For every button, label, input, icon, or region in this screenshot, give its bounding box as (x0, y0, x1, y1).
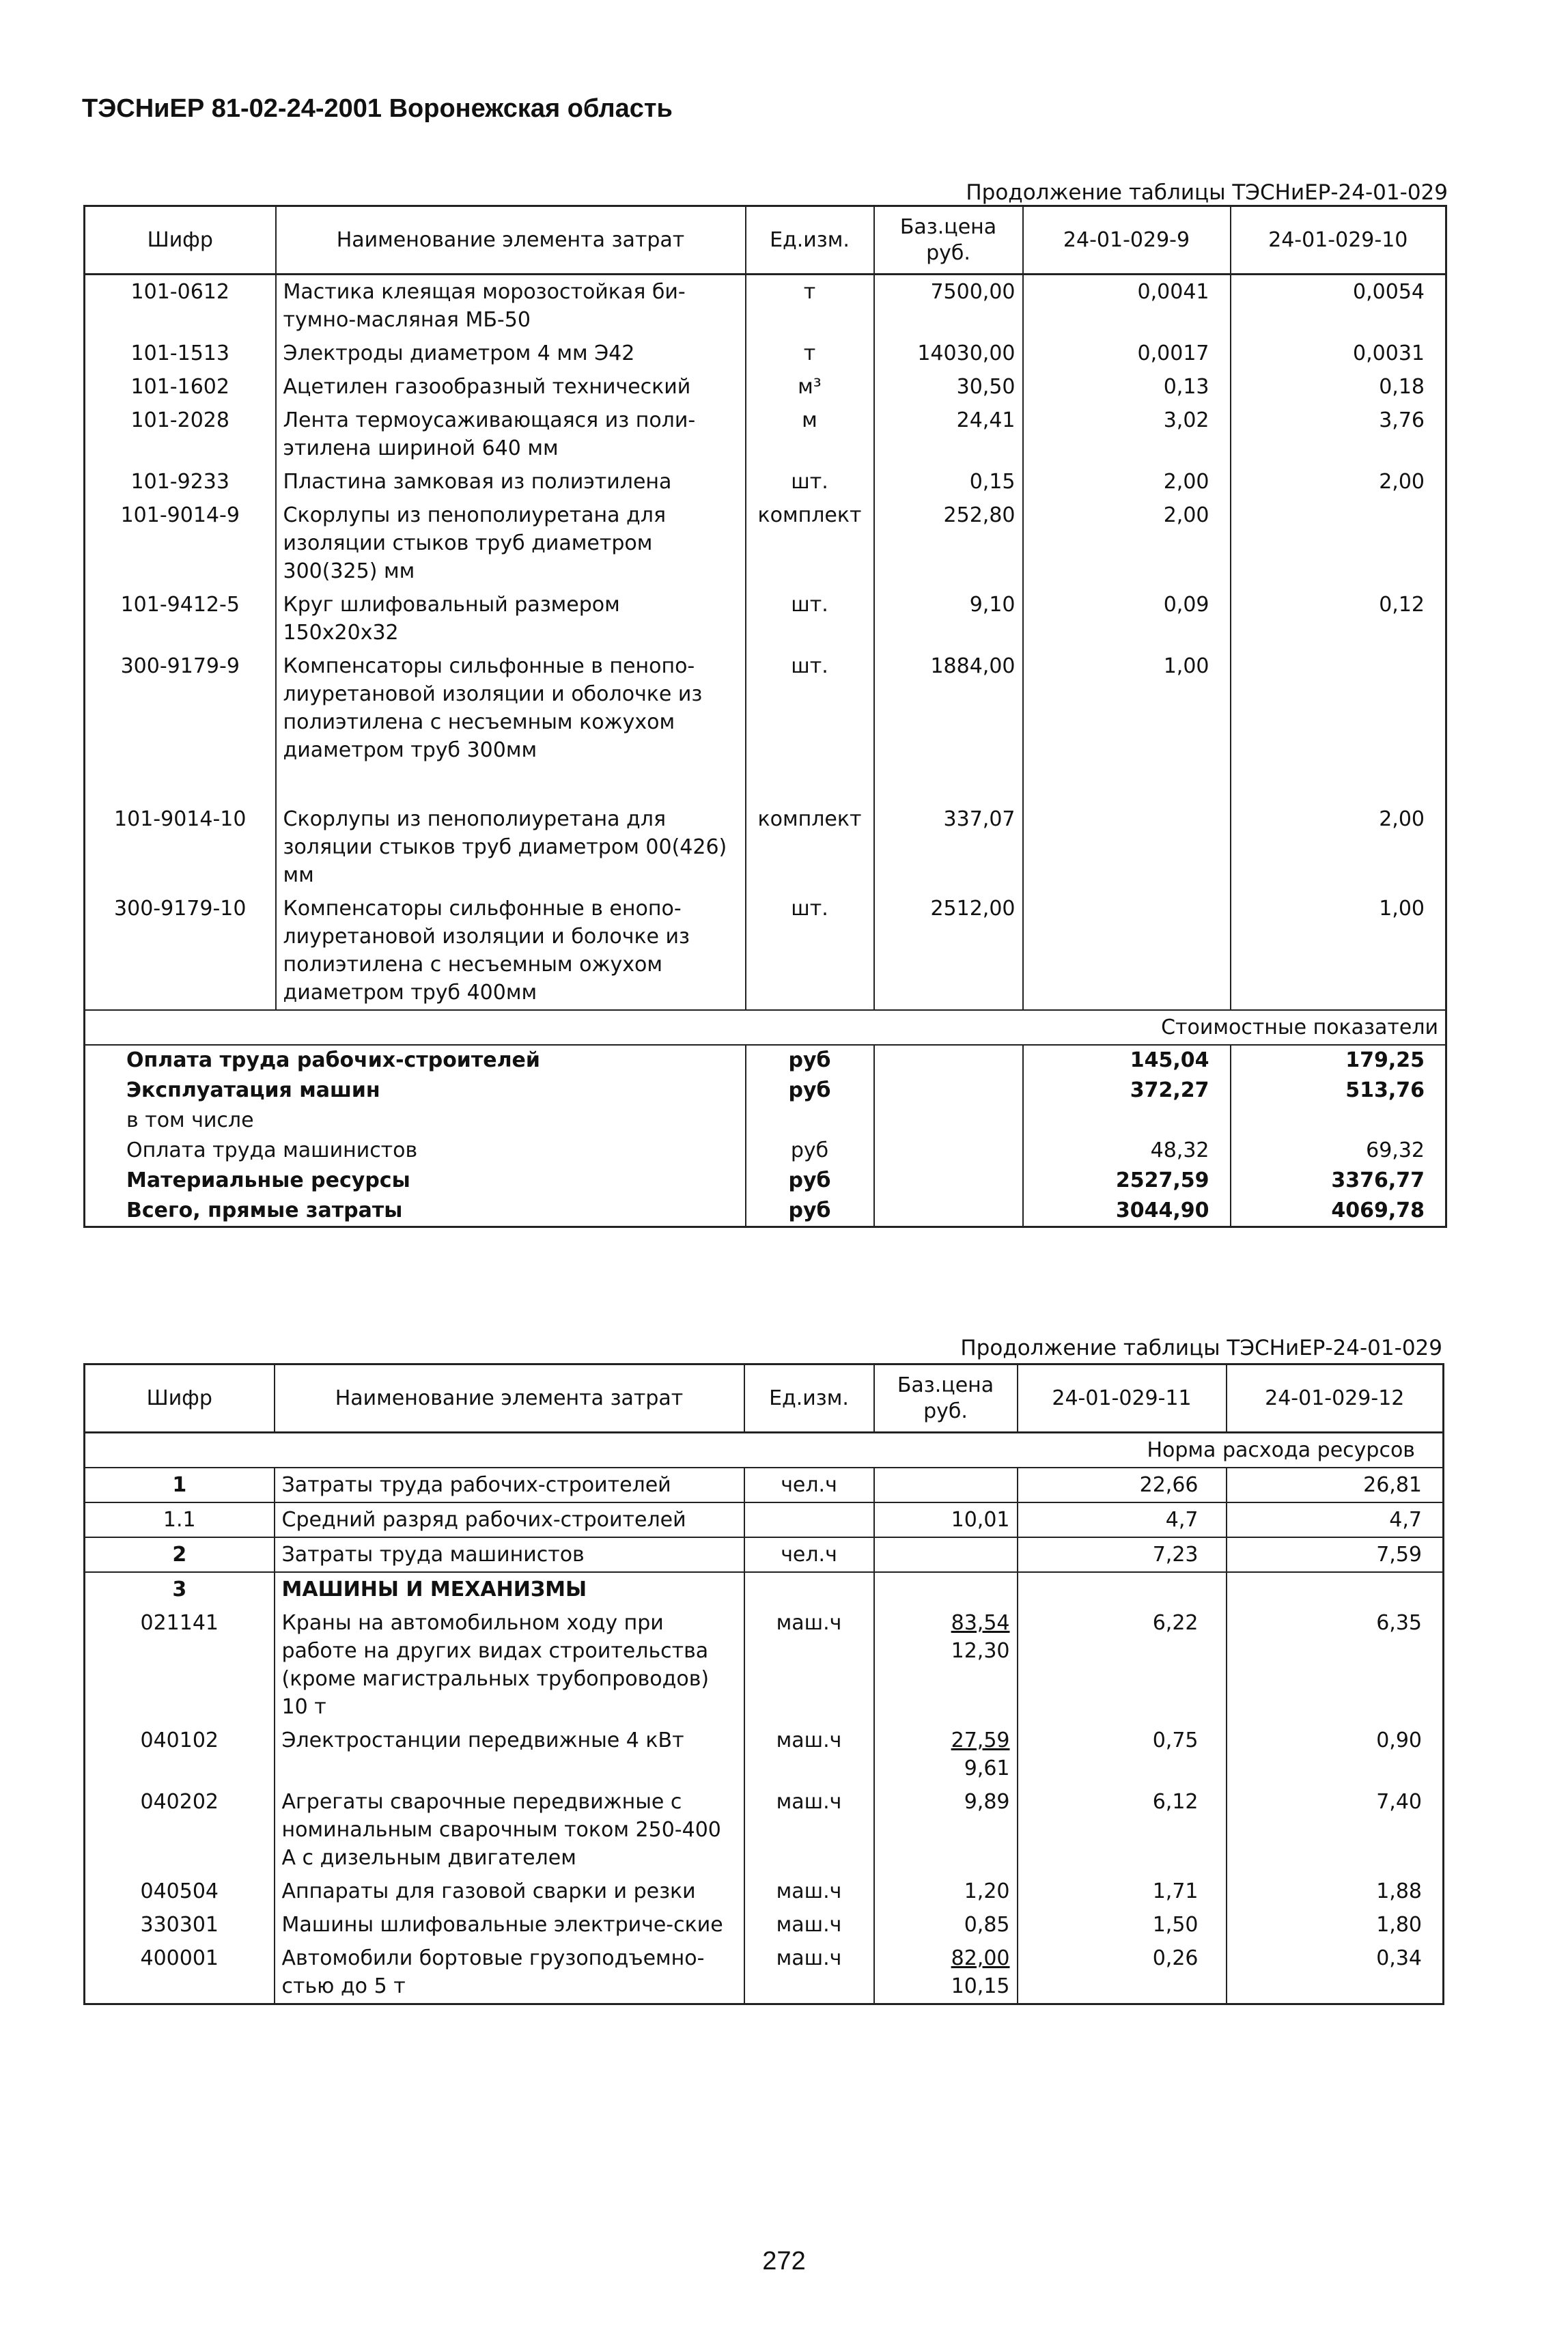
row-value-1: 2,00 (1023, 499, 1231, 588)
t2-header-unit: Ед.изм. (744, 1364, 874, 1433)
t1-header-price: Баз.цена руб. (874, 206, 1023, 275)
row-unit: маш.ч (744, 1908, 874, 1942)
table-row (85, 1942, 1444, 2004)
table-row (85, 1724, 1444, 1785)
table-row (85, 1908, 1444, 1942)
row-name: Круг шлифовальный размером 150х20х32 (276, 588, 746, 649)
row-code: 1 (85, 1468, 275, 1502)
row-name: Аппараты для газовой сварки и резки (275, 1875, 744, 1908)
t2-header-price: Баз.цена руб. (874, 1364, 1018, 1433)
t2-header-code: Шифр (85, 1364, 275, 1433)
table-row (85, 404, 1446, 465)
row-value-1 (1018, 1572, 1227, 1606)
row-value-2: 4,7 (1227, 1502, 1444, 1537)
row-value-1: 6,22 (1018, 1606, 1227, 1724)
table-row (85, 275, 1446, 337)
row-price: 24,41 (874, 404, 1023, 465)
row-value-1: 7,23 (1018, 1537, 1227, 1572)
row-price: 0,15 (874, 465, 1023, 499)
table2-caption: Продолжение таблицы ТЭСНиЕР-24-01-029 (960, 1336, 1442, 1360)
t1-section-label: Стоимостные показатели (85, 1010, 1446, 1045)
table2 (83, 1363, 1444, 2005)
row-code: 400001 (85, 1942, 275, 2004)
summary-unit: руб (746, 1196, 874, 1227)
row-name: Агрегаты сварочные передвижные с номинальным сварочным током 250-400 А с дизельным двигателем (275, 1785, 744, 1875)
summary-value-2: 69,32 (1231, 1136, 1446, 1166)
summary-value-1: 2527,59 (1023, 1166, 1231, 1196)
row-value-1: 1,50 (1018, 1908, 1227, 1942)
t1-header-unit: Ед.изм. (746, 206, 874, 275)
row-unit: маш.ч (744, 1606, 874, 1724)
table-row (85, 370, 1446, 404)
row-code: 330301 (85, 1908, 275, 1942)
row-value-2: 2,00 (1231, 802, 1446, 892)
summary-unit: руб (746, 1166, 874, 1196)
row-name: Скорлупы из пенополиуретана для изоляции стыков труб диаметром 300(325) мм (276, 499, 746, 588)
row-price (874, 1537, 1018, 1572)
table1-caption: Продолжение таблицы ТЭСНиЕР-24-01-029 (966, 180, 1448, 205)
summary-name: Всего, прямые затраты (85, 1196, 746, 1227)
row-value-1 (1023, 802, 1231, 892)
summary-price (874, 1196, 1023, 1227)
row-name: Электростанции передвижные 4 кВт (275, 1724, 744, 1785)
row-name: Автомобили бортовые грузоподъемно-стью до 5 т (275, 1942, 744, 2004)
page-number: 272 (762, 2247, 806, 2276)
row-name: Краны на автомобильном ходу при работе на других видах строительства (кроме магистральных трубопроводов) 10 т (275, 1606, 744, 1724)
row-code: 021141 (85, 1606, 275, 1724)
row-value-2: 0,34 (1227, 1942, 1444, 2004)
row-code: 101-9014-10 (85, 802, 276, 892)
row-unit: чел.ч (744, 1537, 874, 1572)
row-unit: шт. (746, 465, 874, 499)
row-unit: м³ (746, 370, 874, 404)
row-code: 1.1 (85, 1502, 275, 1537)
row-price: 30,50 (874, 370, 1023, 404)
summary-value-2: 179,25 (1231, 1045, 1446, 1076)
summary-value-2: 4069,78 (1231, 1196, 1446, 1227)
row-value-2: 0,18 (1231, 370, 1446, 404)
row-name: Электроды диаметром 4 мм Э42 (276, 337, 746, 370)
summary-row (85, 1196, 1446, 1227)
row-code: 040504 (85, 1875, 275, 1908)
table-row (85, 802, 1446, 892)
row-value-2 (1231, 649, 1446, 802)
summary-value-1: 3044,90 (1023, 1196, 1231, 1227)
row-value-1: 1,00 (1023, 649, 1231, 802)
row-value-1: 22,66 (1018, 1468, 1227, 1502)
row-code: 101-1513 (85, 337, 276, 370)
summary-value-1: 48,32 (1023, 1136, 1231, 1166)
row-price: 14030,00 (874, 337, 1023, 370)
row-name: Мастика клеящая морозостойкая би-тумно-масляная МБ-50 (276, 275, 746, 337)
summary-unit: руб (746, 1136, 874, 1166)
row-value-1 (1023, 892, 1231, 1010)
summary-price (874, 1166, 1023, 1196)
row-value-2: 3,76 (1231, 404, 1446, 465)
t2-header-col2: 24-01-029-12 (1227, 1364, 1444, 1433)
row-value-2: 0,90 (1227, 1724, 1444, 1785)
row-value-2: 0,0054 (1231, 275, 1446, 337)
row-code: 101-9233 (85, 465, 276, 499)
summary-price (874, 1106, 1023, 1136)
table-row (85, 1502, 1444, 1537)
row-value-2: 26,81 (1227, 1468, 1444, 1502)
row-price-main: 1,20 (964, 1879, 1010, 1903)
summary-name: Оплата труда машинистов (85, 1136, 746, 1166)
row-value-2: 0,12 (1231, 588, 1446, 649)
row-price-main: 83,54 (951, 1611, 1010, 1635)
summary-value-1 (1023, 1106, 1231, 1136)
table-row (85, 649, 1446, 802)
row-price-main: 10,01 (951, 1508, 1010, 1532)
row-value-1: 0,13 (1023, 370, 1231, 404)
row-value-1: 0,0041 (1023, 275, 1231, 337)
summary-name: Оплата труда рабочих-строителей (85, 1045, 746, 1076)
row-unit: шт. (746, 588, 874, 649)
row-value-2: 7,40 (1227, 1785, 1444, 1875)
row-value-1: 3,02 (1023, 404, 1231, 465)
t1-header-col2: 24-01-029-10 (1231, 206, 1446, 275)
table-row (85, 337, 1446, 370)
row-name: Пластина замковая из полиэтилена (276, 465, 746, 499)
summary-price (874, 1045, 1023, 1076)
summary-unit (746, 1106, 874, 1136)
row-price-machinist: 10,15 (951, 1974, 1010, 1998)
table-row (85, 892, 1446, 1010)
table-row (85, 1785, 1444, 1875)
summary-name: Материальные ресурсы (85, 1166, 746, 1196)
row-name: Скорлупы из пенополиуретана для золяции стыков труб диаметром 00(426) мм (276, 802, 746, 892)
row-value-2 (1227, 1572, 1444, 1606)
row-name: Компенсаторы сильфонные в енопо-лиуретановой изоляции и болочке из полиэтилена с несъемным ожухом диаметром труб 400мм (276, 892, 746, 1010)
row-code: 3 (85, 1572, 275, 1606)
row-unit: чел.ч (744, 1468, 874, 1502)
row-price: 2512,00 (874, 892, 1023, 1010)
summary-row (85, 1136, 1446, 1166)
row-price (874, 1724, 1018, 1785)
row-value-1: 0,0017 (1023, 337, 1231, 370)
row-value-2: 6,35 (1227, 1606, 1444, 1724)
row-price (874, 1908, 1018, 1942)
row-value-2: 1,00 (1231, 892, 1446, 1010)
t2-section-label: Норма расхода ресурсов (85, 1433, 1444, 1468)
page-title: ТЭСНиЕР 81-02-24-2001 Воронежская область (82, 94, 673, 123)
summary-name: в том числе (85, 1106, 746, 1136)
summary-row (85, 1076, 1446, 1106)
t2-header-col1: 24-01-029-11 (1018, 1364, 1227, 1433)
table-row (85, 1468, 1444, 1502)
summary-value-1: 372,27 (1023, 1076, 1231, 1106)
row-value-1: 0,09 (1023, 588, 1231, 649)
row-value-1: 0,75 (1018, 1724, 1227, 1785)
row-unit: маш.ч (744, 1724, 874, 1785)
row-value-2: 7,59 (1227, 1537, 1444, 1572)
row-code: 040202 (85, 1785, 275, 1875)
table-row (85, 1537, 1444, 1572)
row-value-1: 2,00 (1023, 465, 1231, 499)
t2-header-name: Наименование элемента затрат (275, 1364, 744, 1433)
row-code: 101-2028 (85, 404, 276, 465)
row-price (874, 1785, 1018, 1875)
row-price-main: 82,00 (951, 1946, 1010, 1970)
summary-name: Эксплуатация машин (85, 1076, 746, 1106)
row-price-main: 0,85 (964, 1913, 1010, 1937)
row-price (874, 1502, 1018, 1537)
row-unit (744, 1502, 874, 1537)
row-value-1: 1,71 (1018, 1875, 1227, 1908)
row-unit: т (746, 337, 874, 370)
row-name: Затраты труда машинистов (275, 1537, 744, 1572)
row-unit: комплект (746, 802, 874, 892)
row-price-machinist: 9,61 (964, 1756, 1010, 1780)
row-value-2 (1231, 499, 1446, 588)
row-name: Компенсаторы сильфонные в пенопо-лиуретановой изоляции и оболочке из полиэтилена с несъемным кожухом диаметром труб 300мм (276, 649, 746, 802)
row-price (874, 1942, 1018, 2004)
row-code: 300-9179-10 (85, 892, 276, 1010)
row-price: 9,10 (874, 588, 1023, 649)
table-row (85, 1875, 1444, 1908)
summary-unit: руб (746, 1076, 874, 1106)
table1 (83, 205, 1447, 1228)
table-row (85, 588, 1446, 649)
row-name: Ацетилен газообразный технический (276, 370, 746, 404)
row-price-main: 27,59 (951, 1728, 1010, 1752)
row-price-main: 9,89 (964, 1790, 1010, 1814)
row-code: 040102 (85, 1724, 275, 1785)
summary-value-2 (1231, 1106, 1446, 1136)
t1-header-name: Наименование элемента затрат (276, 206, 746, 275)
row-unit: маш.ч (744, 1785, 874, 1875)
row-name: МАШИНЫ И МЕХАНИЗМЫ (275, 1572, 744, 1606)
row-value-1: 0,26 (1018, 1942, 1227, 2004)
summary-row (85, 1166, 1446, 1196)
row-price (874, 1606, 1018, 1724)
row-unit: комплект (746, 499, 874, 588)
row-name: Затраты труда рабочих-строителей (275, 1468, 744, 1502)
table-row (85, 465, 1446, 499)
summary-unit: руб (746, 1045, 874, 1076)
row-price (874, 1468, 1018, 1502)
row-unit (744, 1572, 874, 1606)
summary-value-1: 145,04 (1023, 1045, 1231, 1076)
summary-price (874, 1136, 1023, 1166)
row-price: 337,07 (874, 802, 1023, 892)
row-unit: маш.ч (744, 1942, 874, 2004)
row-code: 2 (85, 1537, 275, 1572)
row-price-machinist: 12,30 (951, 1639, 1010, 1663)
row-code: 300-9179-9 (85, 649, 276, 802)
row-price (874, 1875, 1018, 1908)
row-unit: т (746, 275, 874, 337)
summary-row (85, 1106, 1446, 1136)
row-name: Машины шлифовальные электриче-ские (275, 1908, 744, 1942)
row-price: 252,80 (874, 499, 1023, 588)
row-value-1: 6,12 (1018, 1785, 1227, 1875)
row-price: 7500,00 (874, 275, 1023, 337)
row-unit: шт. (746, 649, 874, 802)
row-unit: шт. (746, 892, 874, 1010)
table-row (85, 1572, 1444, 1606)
row-name: Лента термоусаживающаяся из поли-этилена шириной 640 мм (276, 404, 746, 465)
row-value-1: 4,7 (1018, 1502, 1227, 1537)
row-value-2: 2,00 (1231, 465, 1446, 499)
row-price (874, 1572, 1018, 1606)
row-code: 101-0612 (85, 275, 276, 337)
row-unit: маш.ч (744, 1875, 874, 1908)
row-code: 101-9014-9 (85, 499, 276, 588)
row-value-2: 1,88 (1227, 1875, 1444, 1908)
row-unit: м (746, 404, 874, 465)
table-row (85, 1606, 1444, 1724)
row-price: 1884,00 (874, 649, 1023, 802)
table-row (85, 499, 1446, 588)
row-value-2: 0,0031 (1231, 337, 1446, 370)
row-name: Средний разряд рабочих-строителей (275, 1502, 744, 1537)
row-value-2: 1,80 (1227, 1908, 1444, 1942)
t1-header-col1: 24-01-029-9 (1023, 206, 1231, 275)
t1-header-code: Шифр (85, 206, 276, 275)
row-code: 101-1602 (85, 370, 276, 404)
summary-value-2: 513,76 (1231, 1076, 1446, 1106)
summary-price (874, 1076, 1023, 1106)
summary-row (85, 1045, 1446, 1076)
row-code: 101-9412-5 (85, 588, 276, 649)
summary-value-2: 3376,77 (1231, 1166, 1446, 1196)
